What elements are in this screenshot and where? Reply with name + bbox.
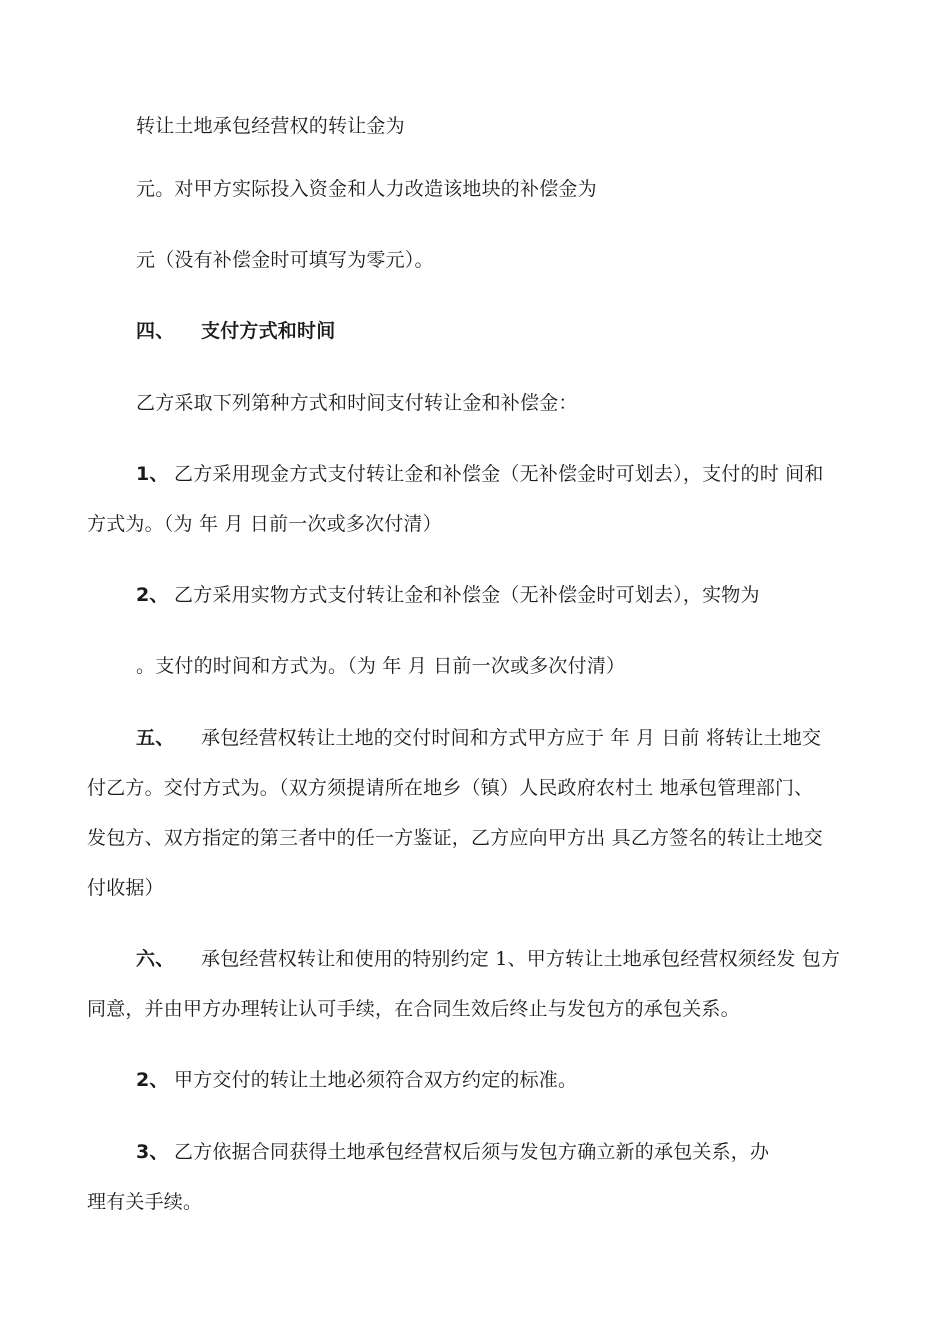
paragraph-compensation: 元。对甲方实际投入资金和人力改造该地块的补偿金为 [136, 178, 597, 200]
paragraph-no-compensation: 元（没有补偿金时可填写为零元）。 [136, 249, 434, 271]
section-6-number: 六、 [136, 948, 175, 970]
section-5-line-2: 付乙方。交付方式为。（双方须提请所在地乡（镇）人民政府农村土 地承包管理部门、 [87, 777, 814, 799]
item-1-line-2: 方式为。（为 年 月 日前一次或多次付清） [87, 513, 442, 535]
item-2-line-1: 乙方采用实物方式支付转让金和补偿金（无补偿金时可划去），实物为 [174, 584, 760, 606]
item-6-3-line-2: 理有关手续。 [87, 1191, 203, 1213]
paragraph-transfer-fee: 转让土地承包经营权的转让金为 [136, 115, 405, 137]
section-5-line-4: 付收据） [87, 877, 164, 899]
item-1-number: 1、 [136, 463, 169, 485]
section-5-number: 五、 [136, 727, 175, 749]
item-6-2-number: 2、 [136, 1069, 169, 1091]
item-1-line-1: 乙方采用现金方式支付转让金和补偿金（无补偿金时可划去），支付的时 间和 [174, 463, 824, 485]
item-6-3-line-1: 乙方依据合同获得土地承包经营权后须与发包方确立新的承包关系，办 [174, 1141, 770, 1163]
item-2-line-2: 。支付的时间和方式为。（为 年 月 日前一次或多次付清） [136, 655, 626, 677]
paragraph-payment-intro: 乙方采取下列第种方式和时间支付转让金和补偿金： [136, 392, 578, 414]
section-4-title: 支付方式和时间 [201, 320, 336, 342]
section-4-number: 四、 [136, 320, 175, 342]
item-2-number: 2、 [136, 584, 169, 606]
section-6-line-1: 承包经营权转让和使用的特别约定 1、甲方转让土地承包经营权须经发 包方 [201, 948, 841, 970]
section-5-line-3: 发包方、双方指定的第三者中的任一方鉴证，乙方应向甲方出 具乙方签名的转让土地交 [87, 827, 823, 849]
section-5-line-1: 承包经营权转让土地的交付时间和方式甲方应于 年 月 日前 将转让土地交 [201, 727, 822, 749]
item-6-3-number: 3、 [136, 1141, 169, 1163]
section-6-line-2: 同意，并由甲方办理转让认可手续，在合同生效后终止与发包方的承包关系。 [87, 998, 740, 1020]
item-6-2-text: 甲方交付的转让土地必须符合双方约定的标准。 [174, 1069, 578, 1091]
